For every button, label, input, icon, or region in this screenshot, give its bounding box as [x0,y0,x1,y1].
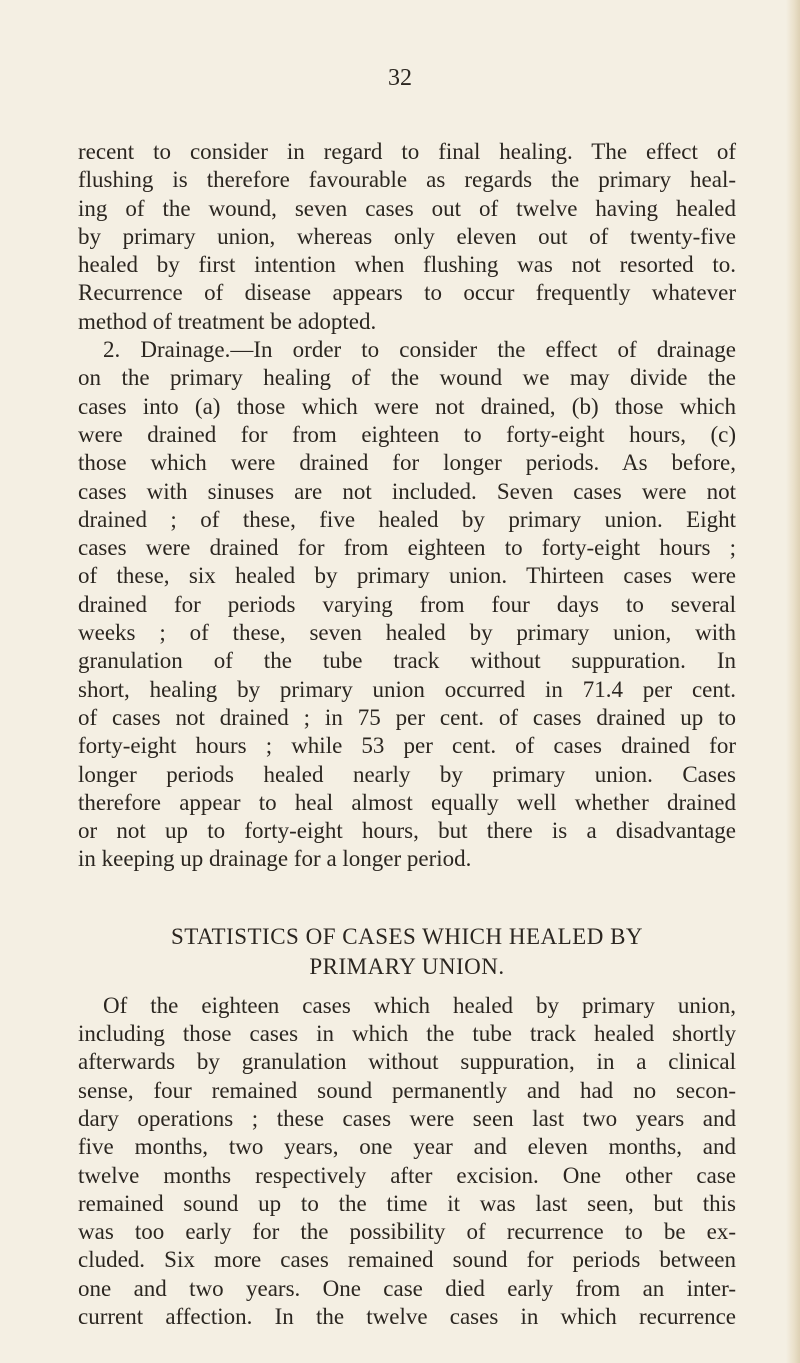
paragraph-drainage [78,336,736,874]
page-edge-shadow [786,0,800,1363]
text-line: method of treatment be adopted. [78,308,377,334]
text-line: twelve months respectively after excision. One other case [78,1162,736,1188]
text-line: flushing is therefore favourable as regards the primary heal- [78,167,736,193]
text-line: including those cases in which the tube track healed shortly [78,1021,736,1047]
text-line: dary operations ; these cases were seen last two years and [78,1105,736,1131]
text-line: were drained for from eighteen to forty-eight hours, (c) [78,421,736,447]
text-line: of these, six healed by primary union. Thirteen cases were [78,563,736,589]
text-line: current affection. In the twelve cases in which recurrence [78,1303,736,1329]
text-line: ing of the wound, seven cases out of twelve having healed [78,195,736,221]
text-line: healed by first intention when flushing was not resorted to. [78,252,736,278]
text-line: five months, two years, one year and eleven months, and [78,1134,736,1160]
text-line: by primary union, whereas only eleven out of twenty-five [78,223,736,249]
text-line: short, healing by primary union occurred in 71.4 per cent. [78,676,736,702]
text-line: therefore appear to heal almost equally well whether drained [78,789,736,815]
text-line: drained for periods varying from four days to several [78,591,736,617]
text-line: sense, four remained sound permanently and had no secon- [78,1077,736,1103]
text-line: remained sound up to the time it was last seen, but this [78,1190,736,1216]
section-heading [78,922,736,982]
text-line: drained ; of these, five healed by primary union. Eight [78,506,736,532]
text-line: was too early for the possibility of recurrence to be ex- [78,1219,736,1245]
text-line: cases were drained for from eighteen to forty-eight hours ; [78,535,736,561]
text-line: Recurrence of disease appears to occur frequently whatever [78,280,736,306]
text-line: in keeping up drainage for a longer period. [78,846,472,872]
text-line: longer periods healed nearly by primary union. Cases [78,761,736,787]
paragraph-statistics [78,992,736,1332]
text-line: of cases not drained ; in 75 per cent. of cases drained up to [78,704,736,730]
text-line: or not up to forty-eight hours, but there is a disadvantage [78,818,736,844]
text-line: one and two years. One case died early from an inter- [78,1275,736,1301]
text-line: granulation of the tube track without suppuration. In [78,648,736,674]
text-line: afterwards by granulation without suppuration, in a clinical [78,1049,736,1075]
text-line: cluded. Six more cases remained sound for periods between [78,1247,736,1273]
text-line: Of the eighteen cases which healed by primary union, [103,992,736,1018]
text-line: on the primary healing of the wound we may divide the [78,365,736,391]
paragraph-flushing [78,138,736,336]
text-line: weeks ; of these, seven healed by primary union, with [78,620,736,646]
page-number: 32 [388,65,412,91]
text-line: 2. Drainage.—In order to consider the effect of drainage [103,337,736,363]
text-line: cases with sinuses are not included. Seven cases were not [78,478,736,504]
text-column [78,138,736,1331]
text-line: those which were drained for longer periods. As before, [78,450,736,476]
section-heading-line-2: PRIMARY UNION. [309,953,505,979]
section-heading-line-1: STATISTICS OF CASES WHICH HEALED BY [170,923,644,949]
text-line: forty-eight hours ; while 53 per cent. of cases drained for [78,733,736,759]
text-line: cases into (a) those which were not drained, (b) those which [78,393,736,419]
text-line: recent to consider in regard to final healing. The effect of [78,139,736,164]
